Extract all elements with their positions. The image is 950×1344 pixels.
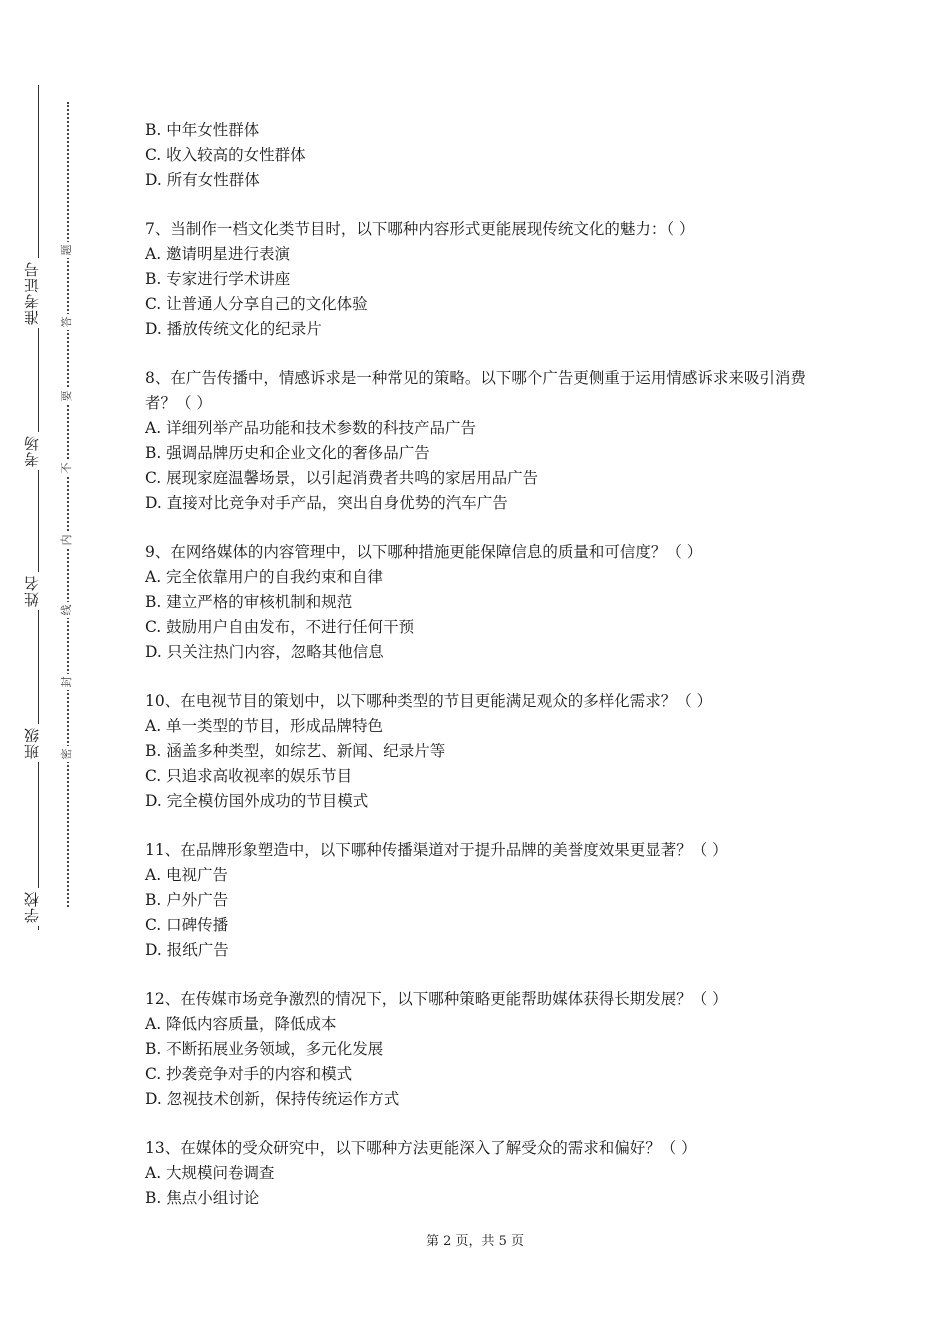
prev-question-options [145,118,845,193]
seal-char: 内 [61,532,73,548]
option: B. 涵盖多种类型，如综艺、新闻、纪录片等 [145,742,446,760]
option: A. 邀请明星进行表演 [145,245,291,263]
seal-char: 不 [61,460,73,476]
question-7 [145,217,845,342]
option: B. 强调品牌历史和企业文化的奢侈品广告 [145,444,430,462]
school-label: 学校 [24,888,52,926]
binding-solid-line [38,85,39,930]
option: C. 让普通人分享自己的文化体验 [145,295,368,313]
option: B. 户外广告 [145,891,229,909]
option: A. 大规模问卷调查 [145,1164,275,1182]
option: C. 抄袭竞争对手的内容和模式 [145,1065,353,1083]
seal-char: 封 [61,674,73,690]
question-stem: 13、在媒体的受众研究中，以下哪种方法更能深入了解受众的需求和偏好？（ ） [145,1139,697,1157]
option: A. 电视广告 [145,866,229,884]
option: D. 只关注热门内容，忽略其他信息 [145,643,384,661]
page-number-footer: 第 2 页，共 5 页 [425,1234,525,1249]
question-10 [145,689,845,814]
question-13 [145,1136,845,1211]
question-stem: 8、在广告传播中，情感诉求是一种常见的策略。以下哪个广告更侧重于运用情感诉求来吸引消费者？（ ） [145,369,806,412]
option: A. 完全依靠用户的自我约束和自律 [145,568,384,586]
seal-char: 要 [61,388,73,404]
question-stem: 12、在传媒市场竞争激烈的情况下，以下哪种策略更能帮助媒体获得长期发展？（ ） [145,990,728,1008]
option: D. 直接对比竞争对手产品，突出自身优势的汽车广告 [145,494,508,512]
exam-number-label: 准考证号 [24,258,52,328]
seal-char: 答 [61,314,73,330]
option: C. 只追求高收视率的娱乐节目 [145,767,353,785]
option: C. 展现家庭温馨场景，以引起消费者共鸣的家居用品广告 [145,469,539,487]
question-9 [145,540,845,665]
option: C. 鼓励用户自由发布，不进行任何干预 [145,618,415,636]
option: B. 不断拓展业务领域，多元化发展 [145,1040,384,1058]
option: D. 播放传统文化的纪录片 [145,320,322,338]
question-stem: 11、在品牌形象塑造中，以下哪种传播渠道对于提升品牌的美誉度效果更显著？（ ） [145,841,728,859]
question-stem: 7、当制作一档文化类节目时，以下哪种内容形式更能展现传统文化的魅力：（ ） [145,220,695,238]
question-11 [145,838,845,963]
question-12 [145,987,845,1112]
option: B. 焦点小组讨论 [145,1189,260,1207]
name-label: 姓名 [24,572,52,610]
option: A. 降低内容质量，降低成本 [145,1015,337,1033]
option: D. 报纸广告 [145,941,229,959]
option: D. 忽视技术创新，保持传统运作方式 [145,1090,400,1108]
binding-margin [0,0,90,1344]
option: B. 中年女性群体 [145,121,260,139]
question-stem: 10、在电视节目的策划中，以下哪种类型的节目更能满足观众的多样化需求？（ ） [145,692,713,710]
class-label: 班级 [24,724,52,762]
option: A. 详细列举产品功能和技术参数的科技产品广告 [145,419,477,437]
exam-room-label: 考场 [24,432,52,470]
question-content [145,118,845,1211]
option: B. 建立严格的审核机制和规范 [145,593,353,611]
option: C. 口碑传播 [145,916,229,934]
question-8 [145,366,845,516]
question-stem: 9、在网络媒体的内容管理中，以下哪种措施更能保障信息的质量和可信度？（ ） [145,543,703,561]
option: D. 所有女性群体 [145,171,260,189]
option: D. 完全模仿国外成功的节目模式 [145,792,369,810]
option: B. 专家进行学术讲座 [145,270,291,288]
option: A. 单一类型的节目，形成品牌特色 [145,717,384,735]
seal-char: 密 [61,746,73,762]
seal-char: 线 [61,602,73,618]
option: C. 收入较高的女性群体 [145,146,306,164]
seal-char: 题 [61,242,73,258]
seal-dotted-line [67,102,69,907]
